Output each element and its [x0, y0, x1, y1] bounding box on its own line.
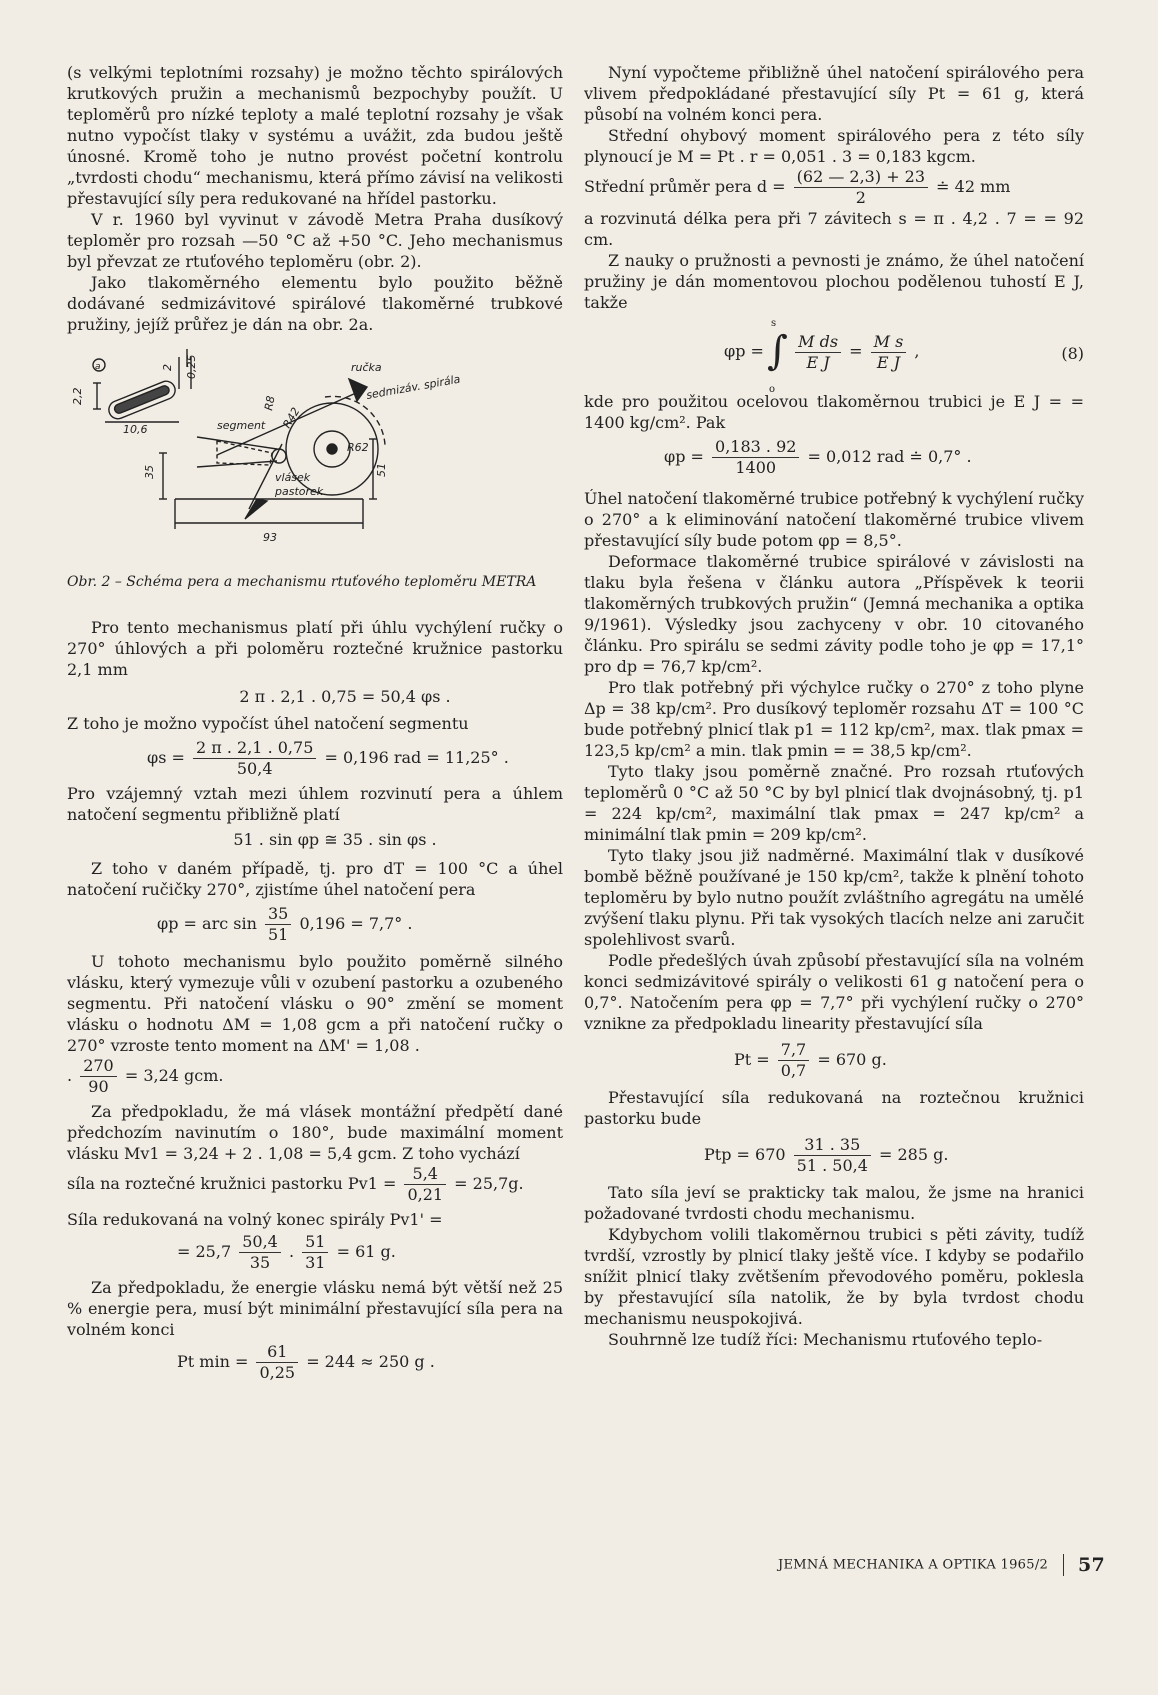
equation: φp = arc sin $\frac{35}{51}$ 0,196 = 7,7° .: [157, 904, 413, 944]
equation: 51 . sin φp ≅ 35 . sin φs .: [233, 830, 437, 849]
label-r8: R8: [262, 394, 278, 412]
label-vlasek: vlásek: [275, 471, 311, 484]
equation: φp = $\frac{0,183 . 92}{1400}$ = 0,012 rad ≐ 0,7° .: [664, 437, 972, 477]
label-r2: 2: [161, 364, 174, 371]
footer-divider: [1063, 1554, 1064, 1576]
journal-name: JEMNÁ MECHANIKA A OPTIKA 1965/2: [778, 1557, 1049, 1573]
paragraph: Nyní vypočteme přibližně úhel natočení spirálového pera vlivem předpokládané přestavující síly Pt = 61 g, která působí na volném konci pera.: [584, 63, 1084, 124]
label-106: 10,6: [123, 423, 148, 436]
equation: Ptp = 670 $\frac{31 . 35}{51 . 50,4}$ = 285 g.: [704, 1135, 949, 1175]
equation: 2 π . 2,1 . 0,75 = 50,4 φs .: [239, 687, 451, 706]
label-a: a: [95, 362, 101, 372]
label-35: 35: [143, 465, 156, 479]
left-column: [67, 62, 563, 1383]
paragraph: Deformace tlakoměrné trubice spirálové v závislosti na tlaku byla řešena v článku autora „Příspěvek k teorii tlakoměrných trubkových pružin“ (Jemná mechanika a optika 9/1961). Výsledky jsou zachyceny v obr. 10 citovaného článku. Pro spirálu se sedmi závity podle toho je φp = 17,1° pro dp = 76,7 kp/cm².: [584, 552, 1084, 676]
paragraph: Kdybychom volili tlakoměrnou trubici s pěti závity, tudíž tvrdší, vzrostly by plnicí tlaky ještě více. I kdyby se podařilo snížit plnicí tlaky zvětšením převodového poměru, poklesla by přestavující síla natolik, že by byla tvrdost chodu mechanismu neuspokojivá.: [584, 1225, 1084, 1328]
paragraph: (s velkými teplotními rozsahy) je možno těchto spirálových krutkových pružin a mechanismů bezpochyby použít. U teploměrů pro nízké teploty a malé teplotní rozsahy je však nutno vypočíst tlaky v systému a uvážit, zda budou ještě únosné. Kromě toho je nutno provést početní kontrolu „tvrdosti chodu“ mechanismu, která přímo závisí na velikosti přestavující síly pera redukované na hřídel pastorku.: [67, 63, 563, 208]
paragraph: Přestavující síla redukovaná na roztečnou kružnici pastorku bude: [584, 1088, 1084, 1128]
paragraph: Za předpokladu, že energie vlásku nemá být větší než 25 % energie pera, musí být minimální přestavující síla pera na volném konci: [67, 1278, 563, 1339]
equation: Pt = $\frac{7,7}{0,7}$ = 670 g.: [734, 1040, 887, 1080]
paragraph: Pro tlak potřebný při výchylce ručky o 270° z toho plyne Δp = 38 kp/cm². Pro dusíkový teploměr rozsahu ΔT = 100 °C bude potřebný plnicí tlak p1 = 112 kp/cm², max. tlak pmax = 123,5 kp/cm² a min. tlak pmin = = 38,5 kp/cm².: [584, 678, 1084, 760]
paragraph: a rozvinutá délka pera při 7 závitech s = π . 4,2 . 7 = = 92 cm.: [584, 209, 1084, 249]
page-footer: [778, 1554, 1105, 1576]
paragraph: kde pro použitou ocelovou tlakoměrnou trubici je E J = = 1400 kg/cm². Pak: [584, 392, 1084, 432]
label-51: 51: [375, 463, 388, 477]
paragraph: Pro tento mechanismus platí při úhlu vychýlení ručky o 270° úhlových a při poloměru roztečné kružnice pastorku 2,1 mm: [67, 618, 563, 679]
equation: Pt min = $\frac{61}{0,25}$ = 244 ≈ 250 g .: [177, 1342, 435, 1382]
paragraph: Jako tlakoměrného elementu bylo použito běžně dodávané sedmizávitové spirálové tlakoměrné trubkové pružiny, jejíž průřez je dán na obr. 2a.: [67, 273, 563, 334]
paragraph: Střední ohybový moment spirálového pera z této síly plynoucí je M = Pt . r = 0,051 . 3 = 0,183 kgcm.: [584, 126, 1084, 166]
equation: . $\frac{270}{90}$ = 3,24 gcm.: [67, 1056, 224, 1096]
equation: Střední průměr pera d = $\frac{(62 — 2,3) + 23}{2}$ ≐ 42 mm: [584, 167, 1011, 207]
paragraph: Tyto tlaky jsou již nadměrné. Maximální tlak v dusíkové bombě běžně používané je 150 kp/cm², takže k plnění tohoto teploměru by bylo nutno použít zvláštního agregátu na umělé zvýšení tlaku plynu. Při tak vysokých tlacích nelze ani zaručit spolehlivost svarů.: [584, 846, 1084, 949]
label-spiral: sedmizáv. spirála: [365, 372, 462, 402]
paragraph: Podle předešlých úvah způsobí přestavující síla na volném konci sedmizávitové spirály o velikosti 61 g natočení pera o 0,7°. Natočením pera φp = 7,7° při vychýlení ručky o 270° vznikne za předpokladu linearity přestavující síla: [584, 951, 1084, 1033]
equation: = 25,7 $\frac{50,4}{35}$ . $\frac{51}{31}$ = 61 g.: [177, 1232, 396, 1272]
paragraph: Tato síla jeví se prakticky tak malou, že jsme na hranici požadované tvrdosti chodu mechanismu.: [584, 1183, 1084, 1223]
label-pastorek: pastorek: [275, 485, 324, 498]
label-rucka: ručka: [351, 361, 382, 374]
label-025: 0,25: [185, 354, 198, 379]
mechanism-drawing: [67, 349, 563, 564]
equation: síla na roztečné kružnici pastorku Pv1 = $\frac{5,4}{0,21}$ = 25,7g.: [67, 1164, 524, 1204]
paragraph: Z toho v daném případě, tj. pro dT = 100 °C a úhel natočení ručičky 270°, zjistíme úhel natočení pera: [67, 859, 563, 899]
label-segment: segment: [217, 419, 266, 432]
paragraph: Síla redukovaná na volný konec spirály Pv1' =: [67, 1210, 443, 1229]
label-22: 2,2: [71, 387, 84, 405]
paragraph: Tyto tlaky jsou poměrně značné. Pro rozsah rtuťových teploměrů 0 °C až 50 °C by byl plnicí tlak dvojnásobný, tj. p1 = 224 kp/cm², maximální tlak pmax = 247 kp/cm² a minimální tlak pmin = 209 kp/cm².: [584, 762, 1084, 844]
equation-8: φp = s ∫ o $\frac{\text{M ds}}{\text{E J}}$ = $\frac{\text{M s}}{\text{E J}}$ , (8): [724, 318, 1084, 395]
label-r62: R62: [347, 441, 369, 454]
paragraph: Souhrnně lze tudíž říci: Mechanismu rtuťového teplo-: [608, 1330, 1043, 1349]
page-number: 57: [1077, 1554, 1105, 1576]
figure-mechanism-schema: [67, 349, 563, 564]
label-r42: R42: [280, 405, 303, 431]
paragraph: Úhel natočení tlakoměrné trubice potřebný k vychýlení ručky o 270° a k eliminování natočení tlakoměrné trubice vlivem přestavující síly bude potom φp = 8,5°.: [584, 489, 1084, 550]
paragraph: Z toho je možno vypočíst úhel natočení segmentu: [67, 714, 469, 733]
paragraph: V r. 1960 byl vyvinut v závodě Metra Praha dusíkový teploměr pro rozsah —50 °C až +50 °C. Jeho mechanismus byl převzat ze rtuťového teploměru (obr. 2).: [67, 210, 563, 271]
paragraph: U tohoto mechanismu bylo použito poměrně silného vlásku, který vymezuje vůli v ozubení pastorku a ozubeného segmentu. Při natočení vlásku o 90° změní se moment vlásku o hodnotu ΔM = 1,08 gcm a při natočení ručky o 270° vzroste tento moment na ΔM' = 1,08 .: [67, 952, 563, 1055]
paragraph: Z nauky o pružnosti a pevnosti je známo, že úhel natočení pružiny je dán momentovou plochou podělenou tuhostí E J, takže: [584, 251, 1084, 312]
integral-sign: s ∫ o: [767, 318, 788, 395]
paragraph: Pro vzájemný vztah mezi úhlem rozvinutí pera a úhlem natočení segmentu přibližně platí: [67, 784, 563, 824]
equation: φs = $\frac{2 \pi . 2,1 . 0,75}{50,4}$ = 0,196 rad = 11,25° .: [147, 738, 509, 778]
figure-caption: Obr. 2 – Schéma pera a mechanismu rtuťového teploměru METRA: [67, 574, 537, 590]
label-93: 93: [263, 531, 277, 544]
right-column: [584, 62, 1084, 1350]
paragraph: Za předpokladu, že má vlásek montážní předpětí dané předchozím navinutím o 180°, bude maximální moment vlásku Mv1 = 3,24 + 2 . 1,08 = 5,4 gcm. Z toho vychází: [67, 1102, 563, 1163]
